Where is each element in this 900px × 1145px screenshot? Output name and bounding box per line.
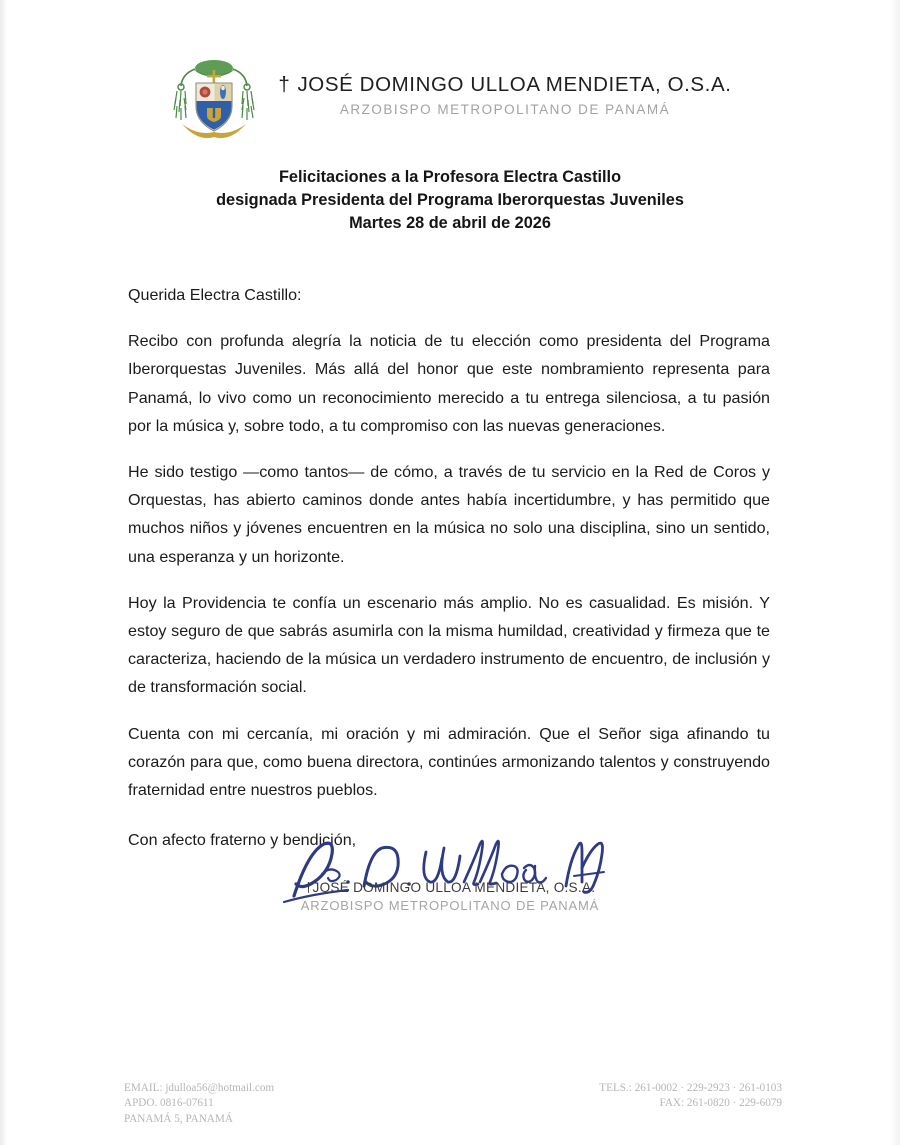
title-line-3-date: Martes 28 de abril de 2026: [349, 214, 551, 232]
footer-fax: FAX: 261-0820 · 229-6079: [659, 1097, 782, 1110]
handwritten-signature-icon: [278, 834, 622, 906]
signature-block: [0, 838, 900, 923]
signature-subtitle: ARZOBISPO METROPOLITANO DE PANAMÁ: [300, 898, 600, 913]
footer-city: PANAMÁ 5, PANAMÁ: [124, 1112, 233, 1125]
paragraph-3: Hoy la Providencia te confía un escenario más amplio. No es casualidad. Es misión. Y estoy seguro de que sabrás asumirla con la misma humildad, creatividad y firmeza que te caracteriza, haciendo de la música un verdadero instrumento de encuentro, de inclusión y de transformación social.: [128, 593, 770, 697]
letterhead-name: JOSÉ DOMINGO ULLOA MENDIETA, O.S.A.: [297, 73, 732, 96]
footer-email: EMAIL: jdulloa56@hotmail.com: [124, 1082, 275, 1094]
letterhead-subtitle: ARZOBISPO METROPOLITANO DE PANAMÁ: [339, 102, 671, 117]
page-footer: [0, 1081, 900, 1145]
footer-contact-left: [124, 1081, 274, 1127]
letterhead-text: [278, 73, 731, 123]
title-line-1: Felicitaciones a la Profesora Electra Castillo: [278, 168, 622, 186]
footer-tels: TELS.: 261-0002 · 229-2923 · 261-0103: [599, 1082, 782, 1094]
document-title: [0, 166, 900, 235]
signature-name: †JOSÉ DOMINGO ULLOA MENDIETA, O.S.A.: [304, 880, 596, 895]
coat-of-arms-icon: [168, 52, 260, 144]
letterhead: [0, 52, 900, 144]
latin-cross-icon: †: [278, 73, 291, 96]
paragraph-1: Recibo con profunda alegría la noticia de tu elección como presidenta del Programa Iberorquestas Juveniles. Más allá del honor que este nombramiento representa para Panamá, lo vivo como un reconocimiento merecido a tu entrega silenciosa, a tu pasión por la música y, sobre todo, a tu compromiso con las nuevas generaciones.: [128, 332, 770, 435]
footer-apdo: APDO. 0816-07611: [124, 1097, 214, 1110]
salutation: Querida Electra Castillo:: [128, 286, 302, 304]
letter-body: [128, 281, 770, 854]
closing-line: Con afecto fraterno y bendición,: [128, 831, 357, 850]
paragraph-2: He sido testigo —como tantos— de cómo, a través de tu servicio en la Red de Coros y Orquestas, has abierto caminos donde antes había incertidumbre, y has permitido que muchos niños y jóvenes encuentren en la música no solo una disciplina, sino un sentido, una esperanza y un horizonte.: [128, 463, 770, 566]
letterhead-name-line: [278, 73, 731, 97]
title-line-2: designada Presidenta del Programa Iberorquestas Juveniles: [216, 191, 684, 209]
footer-contact-right: [599, 1081, 782, 1112]
paragraph-4: Cuenta con mi cercanía, mi oración y mi admiración. Que el Señor siga afinando tu corazón para que, como buena directora, continúes armonizando talentos y construyendo fraternidad entre nuestros pueblos.: [128, 724, 770, 800]
